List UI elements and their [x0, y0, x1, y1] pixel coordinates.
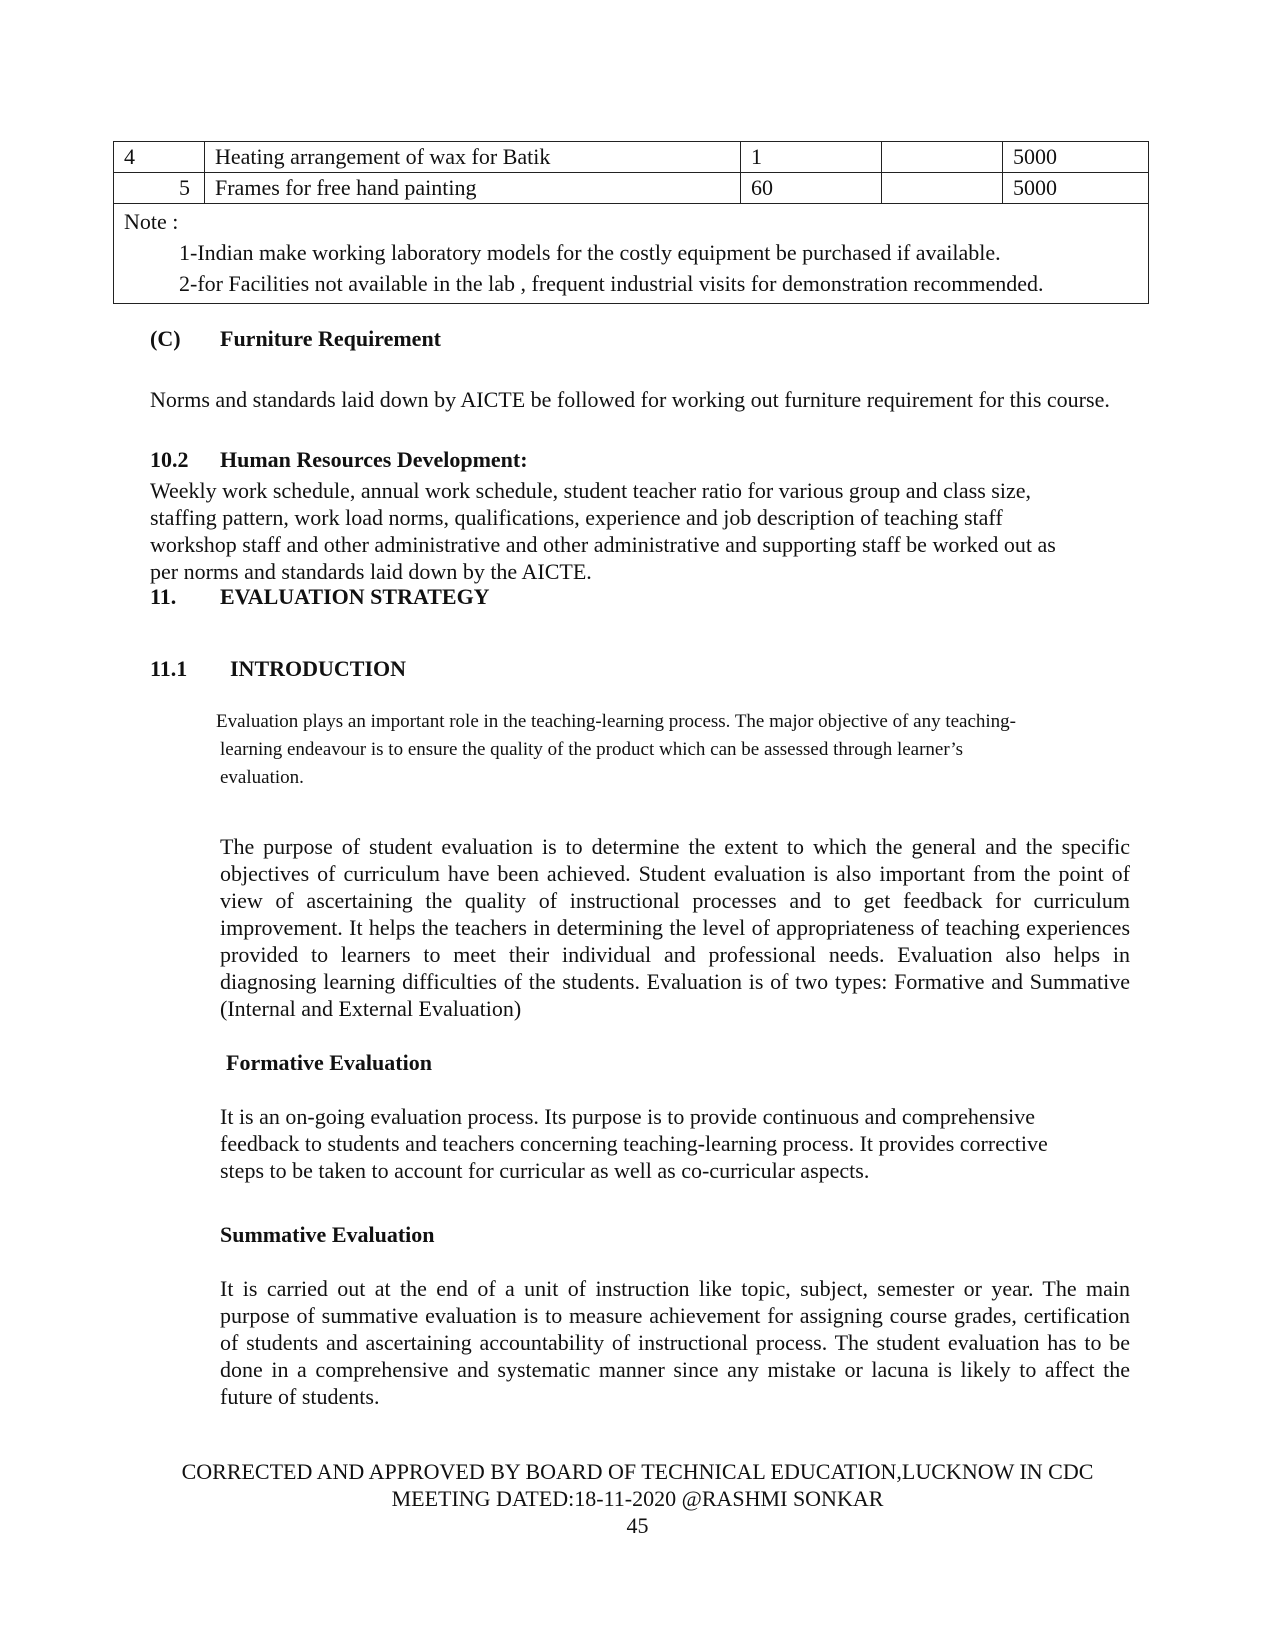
- furniture-heading: Furniture Requirement: [220, 326, 441, 351]
- note-cell: [114, 204, 1149, 304]
- footer-approval-line: CORRECTED AND APPROVED BY BOARD OF TECHNICAL EDUCATION,LUCKNOW IN CDC: [181, 1459, 1094, 1484]
- evaluation-heading: EVALUATION STRATEGY: [220, 584, 490, 609]
- empty-cell: [882, 142, 1003, 173]
- table-note-row: [114, 204, 1149, 304]
- hrd-line: workshop staff and other administrative and other administrative and supporting staff be worked out as: [150, 532, 1056, 557]
- hrd-line: Weekly work schedule, annual work schedule, student teacher ratio for various group and class size,: [150, 478, 1031, 503]
- intro-line: evaluation.: [220, 767, 304, 788]
- hrd-section-number: 10.2: [150, 447, 189, 472]
- furniture-paragraph: Norms and standards laid down by AICTE be followed for working out furniture requirement for this course.: [150, 387, 1110, 412]
- formative-heading: Formative Evaluation: [226, 1050, 432, 1075]
- formative-line: It is an on-going evaluation process. Its purpose is to provide continuous and comprehensive: [220, 1104, 1036, 1129]
- hrd-paragraph: [150, 477, 1150, 585]
- intro-line: learning endeavour is to ensure the quality of the product which can be assessed through learner’s: [220, 739, 964, 760]
- note-item-2: 2-for Facilities not available in the lab , frequent industrial visits for demonstration recommended.: [179, 271, 1044, 296]
- formative-paragraph: [220, 1103, 1150, 1184]
- note-item-1: 1-Indian make working laboratory models for the costly equipment be purchased if available.: [179, 240, 1001, 265]
- cost-cell: 5000: [1003, 173, 1149, 204]
- formative-line: feedback to students and teachers concerning teaching-learning process. It provides corrective: [220, 1131, 1048, 1156]
- evaluation-section-number: 11.: [150, 584, 177, 609]
- page-number: 45: [626, 1513, 649, 1538]
- summative-heading: Summative Evaluation: [220, 1222, 435, 1247]
- note-label: Note :: [124, 209, 179, 234]
- formative-line: steps to be taken to account for curricular as well as co-curricular aspects.: [220, 1158, 870, 1183]
- serial-number-cell: 4: [114, 142, 205, 173]
- hrd-line: staffing pattern, work load norms, qualifications, experience and job description of teaching staff: [150, 505, 1003, 530]
- table-row: [114, 142, 1149, 173]
- footer: [100, 1458, 1175, 1539]
- table-row: [114, 173, 1149, 204]
- description-cell: Heating arrangement of wax for Batik: [205, 142, 741, 173]
- quantity-cell: 60: [741, 173, 882, 204]
- intro-line: Evaluation plays an important role in the teaching-learning process. The major objective of any teaching-: [216, 711, 1017, 732]
- hrd-line: per norms and standards laid down by the AICTE.: [150, 559, 592, 584]
- description-cell: Frames for free hand painting: [205, 173, 741, 204]
- cost-cell: 5000: [1003, 142, 1149, 173]
- serial-number-cell: 5: [114, 173, 205, 204]
- summative-paragraph: It is carried out at the end of a unit of instruction like topic, subject, semester or year. The main purpose of summative evaluation is to measure achievement for assigning course grades, certification of students and ascertaining accountability of instructional process. The student evaluation has to be done in a comprehensive and systematic manner since any mistake or lacuna is likely to affect the future of students.: [220, 1276, 1130, 1409]
- intro-section-number: 11.1: [150, 656, 188, 681]
- quantity-cell: 1: [741, 142, 882, 173]
- furniture-section-number: (C): [150, 326, 181, 351]
- intro-paragraph-1: [216, 708, 1156, 792]
- equipment-table: [113, 141, 1149, 304]
- hrd-heading: Human Resources Development:: [220, 447, 528, 472]
- intro-heading: INTRODUCTION: [230, 656, 407, 681]
- empty-cell: [882, 173, 1003, 204]
- intro-paragraph-2: The purpose of student evaluation is to determine the extent to which the general and the specific objectives of curriculum have been achieved. Student evaluation is also important from the point of view of ascertaining the quality of instructional processes and to get feedback for curriculum improvement. It helps the teachers in determining the level of appropriateness of teaching experiences provided to learners to meet their individual and professional needs. Evaluation also helps in diagnosing learning difficulties of the students. Evaluation is of two types: Formative and Summative (Internal and External Evaluation): [220, 834, 1130, 1021]
- footer-meeting-line: MEETING DATED:18-11-2020 @RASHMI SONKAR: [391, 1486, 884, 1511]
